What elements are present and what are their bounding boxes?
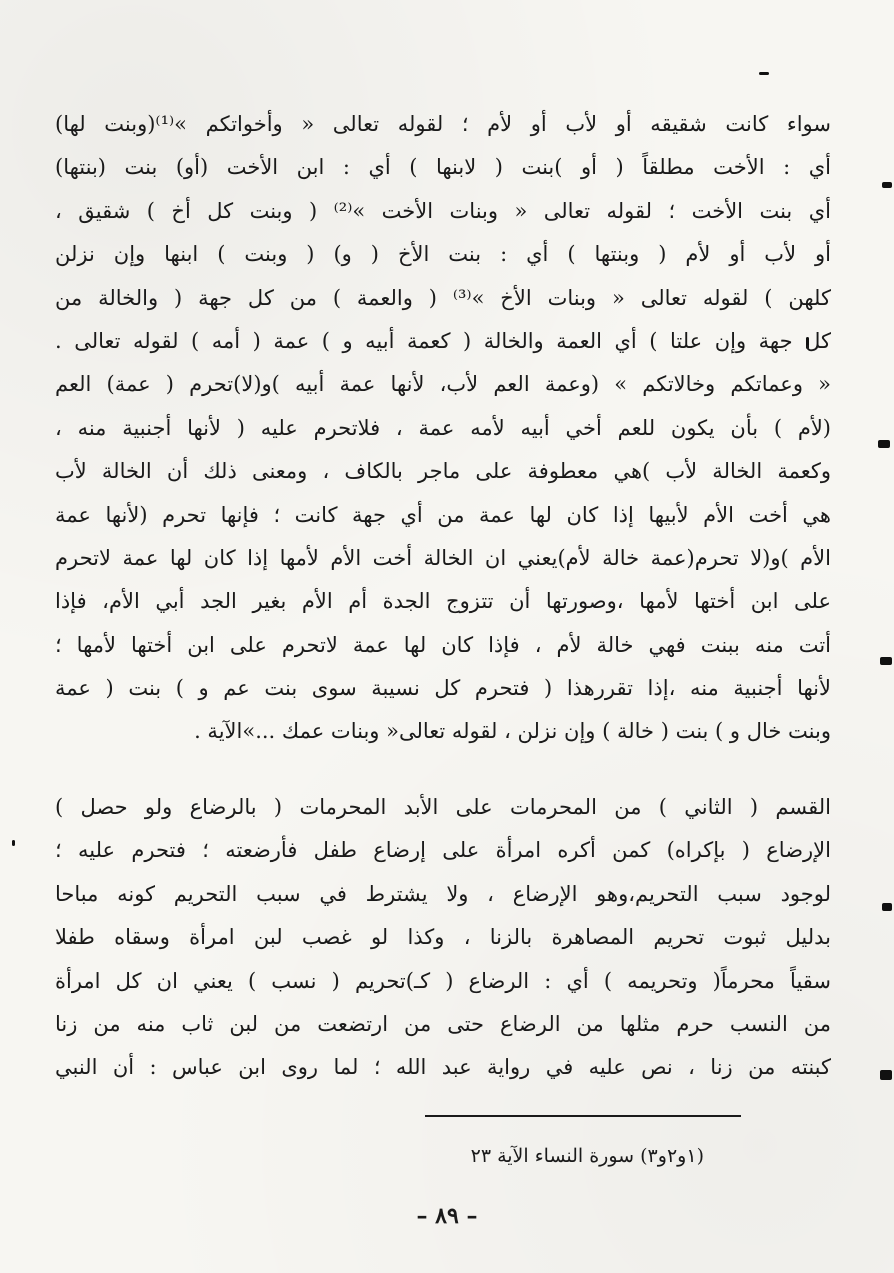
page-number: – ٨٩ – xyxy=(416,1203,478,1229)
text-line: على ابن أختها لأمها ،وصورتها أن تتزوج الجدة أم الأم بغير الجد أبي الأم، فإذا xyxy=(55,589,831,614)
text-line: وبنت خال و ) بنت ( خالة ) وإن نزلن ، لقوله تعالى« وبنات عمك ...»الآية . xyxy=(194,719,831,744)
text-line: الأم )و(لا تحرم(عمة خالة لأم)يعني ان الخالة أخت الأم لأمها إذا كان لها عمة لاتحرم xyxy=(55,545,831,570)
text-line: أي : الأخت مطلقاً ( أو )بنت ( لابنها ) أي : ابن الأخت (أو) بنت (بنتها) xyxy=(55,155,831,180)
scan-speck xyxy=(12,840,15,846)
text-line: أو لأب أو لأم ( وبنتها ) أي : بنت الأخ ( و) ( وبنت ) ابنها وإن نزلن xyxy=(55,242,831,267)
text-line: من النسب حرم مثلها من الرضاع حتى من ارتضعت من لبن ثاب منه من زنا xyxy=(55,1011,831,1036)
text-line: القسم ( الثاني ) من المحرمات على الأبد المحرمات ( بالرضاع ولو حصل ) xyxy=(55,795,831,819)
paragraph-1 xyxy=(55,103,831,754)
footnote: (١و٢و٣) سورة النساء الآية ٢٣ xyxy=(470,1145,704,1167)
text-line: وكعمة الخالة لأب )هي معطوفة على ماجر بالكاف ، ومعنى ذلك أن الخالة لأب xyxy=(55,459,831,484)
paragraph-2 xyxy=(55,786,831,1090)
text-line: (لأم ) بأن يكون للعم أخي أبيه لأمه عمة ، فلاتحرم عليه ( لأنها أجنبية منه ، xyxy=(55,415,831,440)
scan-speck xyxy=(882,903,892,911)
scan-speck xyxy=(880,1070,892,1080)
text-line: كبنته من زنا ، نص عليه في رواية عبد الله ؛ لما روى ابن عباس : أن النبي xyxy=(55,1055,831,1080)
text-line: أتت منه ببنت فهي خالة لأم ، فإذا كان لها عمة لاتحرم على ابن أختها لأمها ؛ xyxy=(55,632,831,657)
text-line: لوجود سبب التحريم،وهو الإرضاع ، ولا يشترط في سبب التحريم كونه مباحا xyxy=(55,881,831,906)
scan-speck xyxy=(882,182,892,188)
footnote-divider xyxy=(425,1115,741,1117)
text-line: بدليل ثبوت تحريم المصاهرة بالزنا ، وكذا لو غصب لبن امرأة وسقاه طفلا xyxy=(55,925,831,950)
text-line: أي بنت الأخت ؛ لقوله تعالى « وبنات الأخت »⁽²⁾ ( وبنت كل أخ ) شقيق ، xyxy=(55,198,831,223)
text-line: سقياً محرماً( وتحريمه ) أي : الرضاع ( كـ)تحريم ( نسب ) يعني ان كل امرأة xyxy=(55,968,831,993)
text-line: سواء كانت شقيقه أو لأب أو لأم ؛ لقوله تعالى « وأخواتكم »⁽¹⁾(وبنت لها) xyxy=(55,112,831,136)
text-line: « وعماتكم وخالاتكم » (وعمة العم لأب، لأنها عمة أبيه )و(لا)تحرم ( عمة) العم xyxy=(55,372,831,397)
scan-speck xyxy=(880,657,892,665)
scan-speck xyxy=(878,440,890,448)
text-line: هي أخت الأم لأبيها إذا كان لها عمة من أي جهة كانت ؛ فإنها تحرم (لأنها عمة xyxy=(55,502,831,527)
text-line: لأنها أجنبية منه ،إذا تقررهذا ( فتحرم كل نسيبة سوى بنت عم و ) بنت ( عمة xyxy=(55,676,831,701)
text-line: كلهن ) لقوله تعالى « وبنات الأخ »⁽³⁾ ( والعمة ) من كل جهة ( والخالة من xyxy=(55,285,831,310)
text-line: كل جهة وإن علتا ) أي العمة والخالة ( كعمة أبيه و ) عمة ( أمه ) لقوله تعالى . xyxy=(55,328,831,353)
text-line: الإرضاع ( بإكراه) كمن أكره امرأة على إرضاع طفل فأرضعته ؛ فتحرم عليه ؛ xyxy=(55,838,831,863)
scan-speck xyxy=(759,72,769,75)
